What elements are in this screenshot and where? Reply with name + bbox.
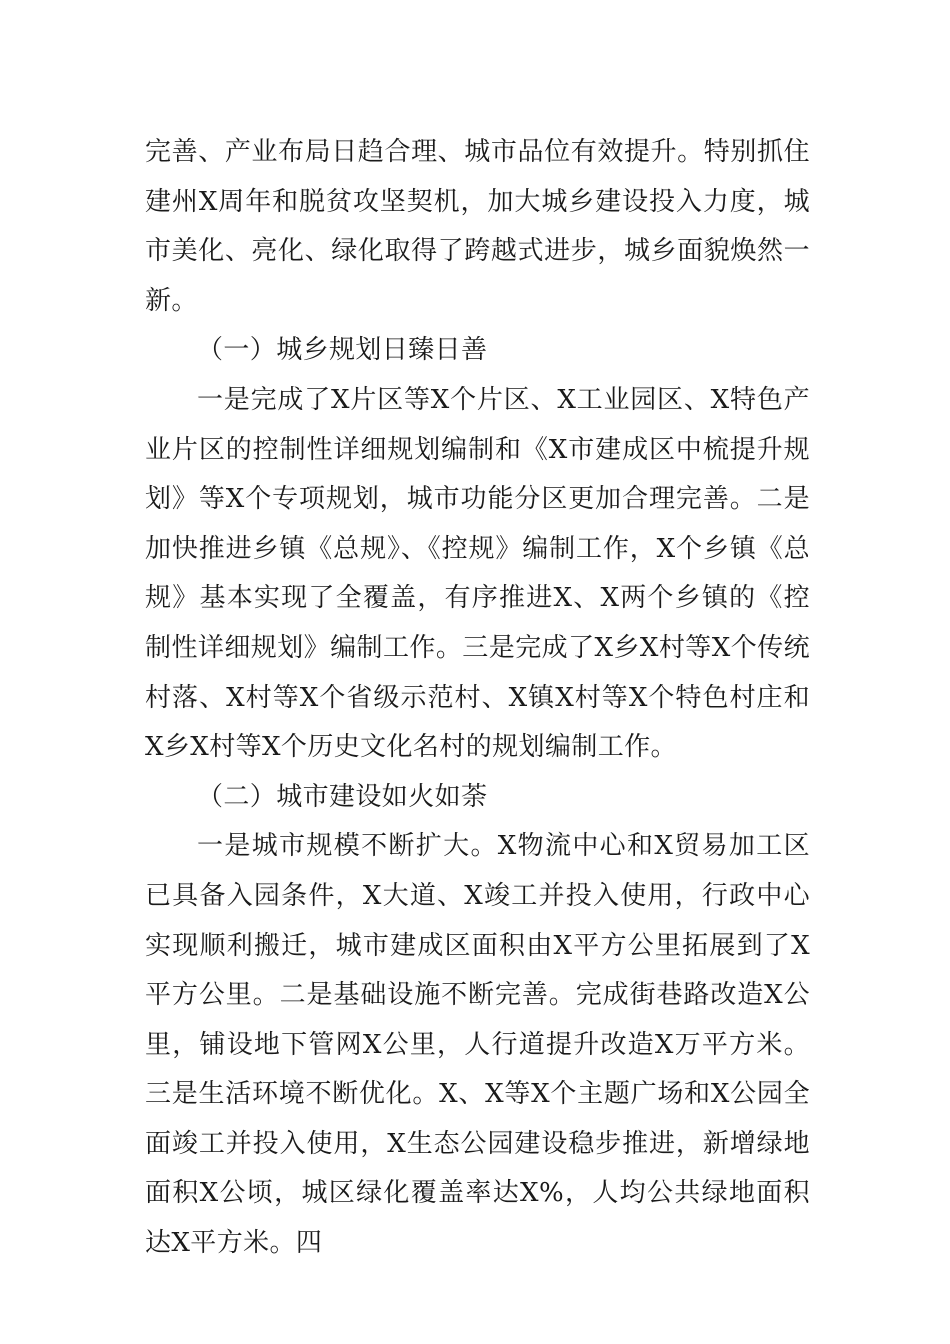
- paragraph-planning-details: 一是完成了X片区等X个片区、X工业园区、X特色产业片区的控制性详细规划编制和《X市建成区中梳提升规划》等X个专项规划，城市功能分区更加合理完善。二是加快推进乡镇《总规》、《控规》编制工作，X个乡镇《总规》基本实现了全覆盖，有序推进X、X两个乡镇的《控制性详细规划》编制工作。三是完成了X乡X村等X个传统村落、X村等X个省级示范村、X镇X村等X个特色村庄和X乡X村等X个历史文化名村的规划编制工作。: [145, 384, 810, 763]
- section-heading-urban-rural-planning: （一）城乡规划日臻日善: [197, 335, 488, 366]
- document-body: [145, 128, 810, 1269]
- section-heading-city-construction: （二）城市建设如火如荼: [197, 781, 488, 812]
- paragraph-construction-details: 一是城市规模不断扩大。X物流中心和X贸易加工区已具备入园条件，X大道、X竣工并投入使用，行政中心实现顺利搬迁，城市建成区面积由X平方公里拓展到了X平方公里。二是基础设施不断完善。完成街巷路改造X公里，铺设地下管网X公里，人行道提升改造X万平方米。三是生活环境不断优化。X、X等X个主题广场和X公园全面竣工并投入使用，X生态公园建设稳步推进，新增绿地面积X公顷，城区绿化覆盖率达X%，人均公共绿地面积达X平方米。四: [145, 831, 810, 1259]
- paragraph-continuation: 完善、产业布局日趋合理、城市品位有效提升。特别抓住建州X周年和脱贫攻坚契机，加大城乡建设投入力度，城市美化、亮化、绿化取得了跨越式进步，城乡面貌焕然一新。: [145, 137, 810, 316]
